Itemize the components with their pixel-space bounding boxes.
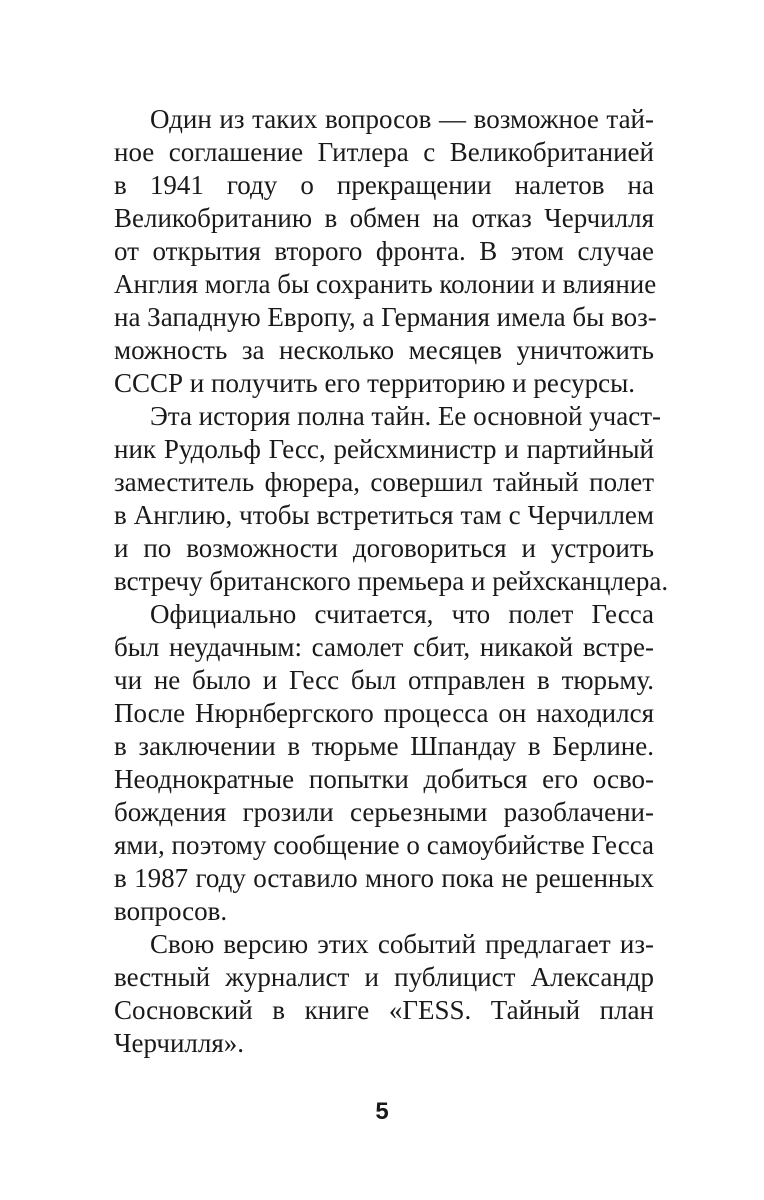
paragraph-2 (114, 400, 669, 598)
page-number: 5 (375, 1098, 389, 1125)
text-line: ями, поэтому сообщение о самоубийстве Гесса (114, 830, 654, 860)
text-line: Эта история полна тайн. Ее основной участ- (150, 401, 662, 431)
text-line: на Западную Европу, а Германия имела бы воз- (114, 302, 657, 332)
text-line: от открытия второго фронта. В этом случае (114, 236, 654, 266)
text-line: Неоднократные попытки добиться его осво- (114, 764, 654, 794)
body-text (114, 103, 669, 1060)
text-line: можность за несколько месяцев уничтожить (114, 335, 654, 365)
text-line: заместитель фюрера, совершил тайный полет (114, 467, 654, 497)
text-line: в Англию, чтобы встретиться там с Черчиллем (114, 500, 654, 530)
text-line: ное соглашение Гитлера с Великобританией (114, 137, 654, 167)
text-line: в 1987 году оставило много пока не решенных (114, 863, 654, 893)
text-line: был неудачным: самолет сбит, никакой встре- (114, 632, 654, 662)
text-line: Свою версию этих событий предлагает из- (150, 929, 654, 959)
text-line: в заключении в тюрьме Шпандау в Берлине. (114, 731, 654, 761)
text-line: Англия могла бы сохранить колонии и влияние (114, 269, 657, 299)
text-line: вопросов. (114, 896, 228, 926)
text-line: Один из таких вопросов — возможное тай- (150, 104, 654, 134)
paragraph-4 (114, 928, 654, 1060)
text-line: и по возможности договориться и устроить (114, 533, 654, 563)
text-line: СССР и получить его территорию и ресурсы. (114, 368, 635, 398)
text-line: Официально считается, что полет Гесса (150, 599, 654, 629)
text-line: Великобританию в обмен на отказ Черчилля (114, 203, 654, 233)
text-line: чи не было и Гесс был отправлен в тюрьму. (114, 665, 654, 695)
text-line: встречу британского премьера и рейхсканцлера. (114, 566, 669, 596)
text-line: бождения грозили серьезными разоблачени- (114, 797, 654, 827)
text-line: Сосновский в книге «ГESS. Тайный план (114, 995, 654, 1025)
text-line: в 1941 году о прекращении налетов на (114, 170, 654, 200)
text-line: ник Рудольф Гесс, рейсхминистр и партийный (114, 434, 654, 464)
paragraph-1 (114, 103, 657, 400)
text-line: вестный журналист и публицист Александр (114, 962, 654, 992)
text-line: Черчилля». (114, 1028, 245, 1058)
text-line: После Нюрнбергского процесса он находился (114, 698, 654, 728)
paragraph-3 (114, 598, 654, 928)
